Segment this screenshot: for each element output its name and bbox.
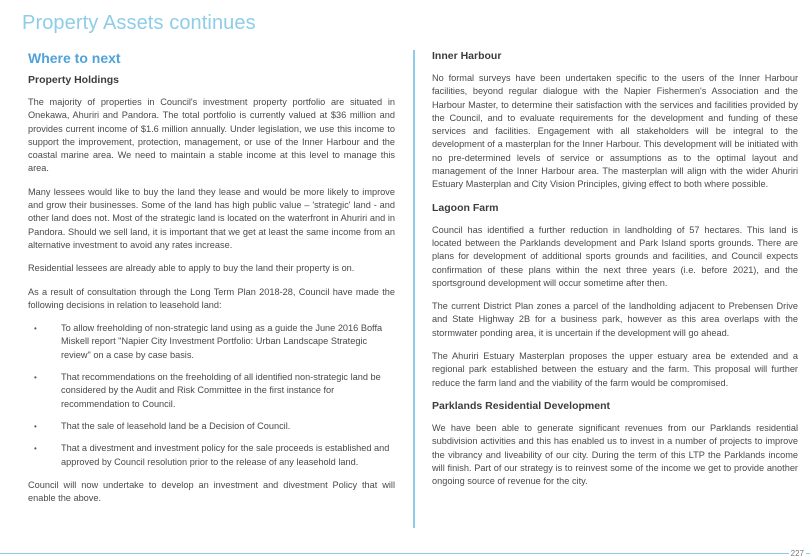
property-holdings-heading: Property Holdings — [28, 74, 120, 86]
paragraph: No formal surveys have been undertaken specific to the users of the Inner Harbour facilities, beyond regular dialogue with the Napier Fishermen's Association and the Harbour Master, to determine their satisfaction with the services and facilities provided by the Council, and to evaluate requirements for the development and funding of these services and facilities. Engagement with all stakeholders will be integral to the development of a masterplan for the Inner Harbour. This development will be initiated with no pre-determined levels of service or assumptions as to the optimal layout and management of the Inner Harbour area. The masterplan will align with the wider Ahuriri Estuary Masterplan and City Vision Principles, giving effect to both where possible. — [432, 73, 798, 190]
bullet-icon: • — [34, 444, 37, 454]
list-item-text: That the sale of leasehold land be a Decision of Council. — [61, 420, 291, 431]
bullet-icon: • — [34, 324, 37, 334]
paragraph: Many lessees would like to buy the land they lease and would be more likely to improve and grow their businesses. Some of the land has high public value – 'strategic' land - and other land does not. Most of the strategic land is located on the waterfront in Ahuriri and in Pandora. Should we sell land, it is important that we get at least the same income from an alternative investment to avoid any rates increase. — [28, 186, 395, 250]
lagoon-farm-heading: Lagoon Farm — [432, 201, 499, 214]
list-item — [28, 322, 395, 362]
list-item — [28, 371, 395, 411]
paragraph: The majority of properties in Council's investment property portfolio are situated in Onekawa, Ahuriri and Pandora. The total portfolio is currently valued at $36 million and provides current income of $1.6 million annually. Under legislation, we use this income to support the improvement, protection, management, or use of the Inner Harbour and the coastal marine area. We need to maintain a stable income at this level to manage this area. — [28, 97, 395, 174]
bullet-icon: • — [34, 421, 37, 431]
right-column — [432, 50, 798, 498]
paragraph: The current District Plan zones a parcel of the landholding adjacent to Prebensen Drive and State Highway 2B for a business park, however as this area overlaps with the stormwater ponding area, it is uncertain if the development will go ahead. — [432, 301, 798, 338]
left-column — [28, 50, 395, 515]
paragraph: We have been able to generate significant revenues from our Parklands residential subdivision activities and this has enabled us to invest in a number of projects to improve the vibrancy and liveability of our city. During the term of this LTP the Parklands income will finish. Part of our strategy is to reinvest some of the income we get to provide another ongoing source of revenue for the city. — [432, 422, 798, 487]
column-divider — [413, 50, 415, 528]
list-item-text: To allow freeholding of non-strategic land using as a guide the June 2016 Boffa Miskell report "Napier City Investment Portfolio: Urban Landscape Strategic review" on a case by case basis. — [61, 323, 383, 360]
decisions-list — [28, 322, 395, 469]
inner-harbour-heading: Inner Harbour — [432, 50, 502, 62]
paragraph: Residential lessees are already able to apply to buy the land their property is on. — [28, 263, 355, 274]
footer-line — [0, 553, 810, 554]
page-number: 227 — [790, 549, 804, 558]
page-title: Property Assets continues — [22, 12, 256, 34]
list-item — [28, 442, 395, 469]
list-item-text: That a divestment and investment policy for the sale proceeds is established and approved by Council resolution prior to the release of any leasehold land. — [61, 443, 390, 467]
closing-paragraph: Council will now undertake to develop an investment and divestment Policy that will enable the above. — [28, 479, 395, 504]
bullet-icon: • — [34, 373, 37, 383]
section-title: Where to next — [28, 50, 121, 66]
parklands-heading: Parklands Residential Development — [432, 399, 610, 412]
paragraph: Council has identified a further reduction in landholding of 57 hectares. This land is located between the Parklands development and Park Island sports grounds. There are plans for development of additional sports grounds and facilities, and Council expects confirmation of these plans within the next three years (i.e. before 2021), and the sportsground development will occur sometime after then. — [432, 224, 798, 288]
paragraph: As a result of consultation through the Long Term Plan 2018-28, Council have made the following decisions in relation to leasehold land: — [28, 286, 395, 310]
list-item-text: That recommendations on the freeholding of all identified non-strategic land be considered by the Audit and Risk Committee in the first instance for recommendation to Council. — [61, 372, 381, 409]
list-item — [28, 420, 395, 433]
paragraph: The Ahuriri Estuary Masterplan proposes the upper estuary area be extended and a regional park established between the estuary and the farm. This proposal will further reduce the farm land and the viability of the farm would be compromised. — [432, 351, 798, 388]
